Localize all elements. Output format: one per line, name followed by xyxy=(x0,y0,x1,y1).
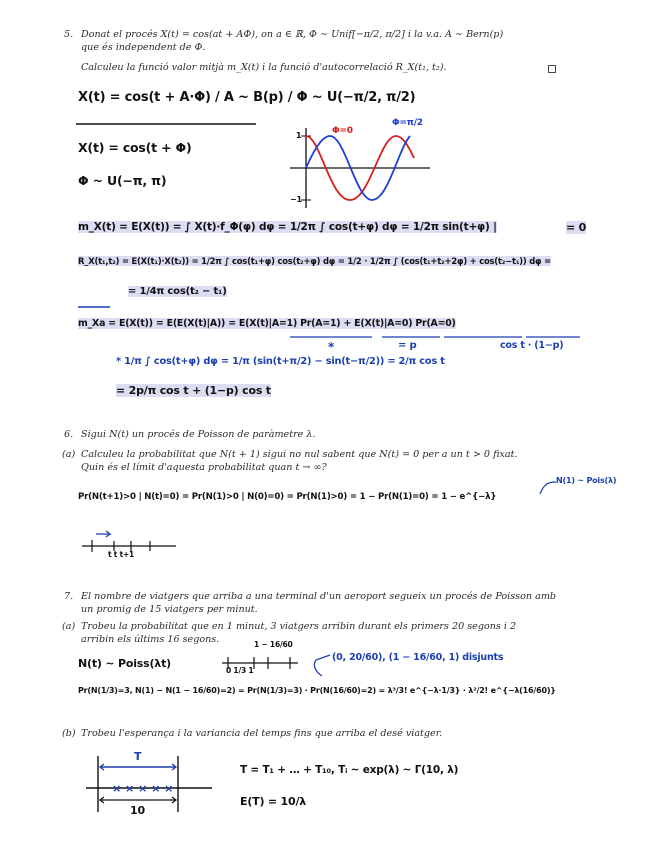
p6a-line1: Calculeu la probabilitat que N(t + 1) sigui no nul sabent que N(t) = 0 per a un t > 0 fixat. xyxy=(81,449,518,460)
p6-number: 6. xyxy=(64,429,74,440)
hw-p7-axis-labels: 0 1/3 1 xyxy=(226,666,254,675)
hw-p7-tick-label: 1 − 16/60 xyxy=(254,640,293,649)
hw-p6-note: N(1) ~ Pois(λ) xyxy=(556,476,617,485)
p5-statement-line2: que és independent de Φ. xyxy=(81,42,206,53)
plot-tick-1: 1 xyxy=(296,131,302,140)
p5-statement-line1: Donat el procés X(t) = cos(at + AΦ), on a ∈ ℝ, Φ ∼ Unif[−π/2, π/2] i la v.a. A ∼ Bern(p) xyxy=(81,29,504,40)
p7a-label: (a) xyxy=(62,621,76,632)
p7-blue-arrow xyxy=(314,655,330,676)
hw-p5-autocorr-result: = 1/4π cos(t₂ − t₁) xyxy=(128,286,227,297)
hw-p5-integral: * 1/π ∫ cos(t+φ) dφ = 1/π (sin(t+π/2) − sin(t−π/2)) = 2/π cos t xyxy=(116,356,445,367)
p5-number: 5. xyxy=(64,29,74,40)
hw-p5-cos-term: cos t · (1−p) xyxy=(500,340,564,351)
hw-p5-final: = 2p/π cos t + (1−p) cos t xyxy=(116,384,271,397)
hw-p5-phi-dist: Φ ~ U(−π, π) xyxy=(78,173,167,188)
p7b-line1: Trobeu l'esperança i la variancia del temps fins que arriba el desé viatger. xyxy=(81,728,443,739)
hw-p5-mean-a: m_Xa = E(X(t)) = E(E(X(t)|A)) = E(X(t)|A=1) Pr(A=1) + E(X(t)|A=0) Pr(A=0) xyxy=(78,318,456,329)
hw-p5-star: * xyxy=(328,340,335,354)
p5-statement-line3: Calculeu la funció valor mitjà m_X(t) i la funció d'autocorrelació R_X(t₁, t₂). xyxy=(81,62,447,73)
p7-line1: El nombre de viatgers que arriba a una terminal d'un aeroport segueix un procés de Poisson amb xyxy=(81,591,557,602)
p6-statement: Sigui N(t) un procés de Poisson de paràmetre λ. xyxy=(81,429,316,440)
hw-p7-equation: Pr(N(1/3)=3, N(1) − N(1 − 16/60)=2) = Pr(N(1/3)=3) · Pr(N(16/60)=2) = λ³/3! e^{−λ·1/3} · λ²/2! e^{−λ(16/60)} xyxy=(78,686,556,695)
p7b-crosses: × × × × × xyxy=(112,782,174,795)
hw-p7b-ten: 10 xyxy=(130,804,145,817)
p7-number: 7. xyxy=(64,591,74,602)
hw-p7b-T: T xyxy=(134,750,142,763)
p7a-line2: arribin els últims 16 segons. xyxy=(81,634,220,645)
p7-line2: un promig de 15 viatgers per minut. xyxy=(81,604,258,615)
hw-p5-mean: m_X(t) = E(X(t)) = ∫ X(t)·f_Φ(φ) dφ = 1/2π ∫ cos(t+φ) dφ = 1/2π sin(t+φ) | xyxy=(78,221,497,233)
p6a-line2: Quin és el límit d'aquesta probabilitat quan t → ∞? xyxy=(81,462,327,473)
hw-p5-given: X(t) = cos(t + A·Φ) / A ~ B(p) / Φ ~ U(−π/2, π/2) xyxy=(78,90,416,105)
hw-p5-simplified: X(t) = cos(t + Φ) xyxy=(78,140,192,155)
hw-p5-eq-p: = p xyxy=(398,340,417,351)
plot-label-phi-pi2: Φ=π/2 xyxy=(392,118,423,128)
hw-p5-mean-result: = 0 xyxy=(566,221,587,234)
hw-p6-axis-labels: t t t+1 xyxy=(108,550,135,559)
plot-tick-minus1: −1 xyxy=(290,195,302,204)
p7a-line1: Trobeu la probabilitat que en 1 minut, 3 viatgers arribin durant els primers 20 segons i 2 xyxy=(81,621,517,632)
hw-p7-disjoint: (0, 20/60), (1 − 16/60, 1) disjunts xyxy=(332,652,504,663)
hw-p5-autocorr: R_X(t₁,t₂) = E(X(t₁)·X(t₂)) = 1/2π ∫ cos(t₁+φ) cos(t₂+φ) dφ = 1/2 · 1/2π ∫ (cos(t₁+t₂+2φ) + cos(t₂−t₁)) dφ = xyxy=(78,256,551,266)
hw-p7b-expectation: E(T) = 10/λ xyxy=(240,795,307,808)
p6a-label: (a) xyxy=(62,449,76,460)
hw-p6-equation: Pr(N(t+1)>0 | N(t)=0) = Pr(N(1)>0 | N(0)=0) = Pr(N(1)>0) = 1 − Pr(N(1)=0) = 1 − e^{−λ} xyxy=(78,492,497,502)
hw-p7-poisson: N(t) ~ Poiss(λt) xyxy=(78,657,171,670)
hw-p7b-sum: T = T₁ + … + T₁₀, Tᵢ ~ exp(λ) ~ Γ(10, λ) xyxy=(240,764,459,776)
p7b-label: (b) xyxy=(62,728,76,739)
plot-label-phi0: Φ=0 xyxy=(332,126,353,136)
